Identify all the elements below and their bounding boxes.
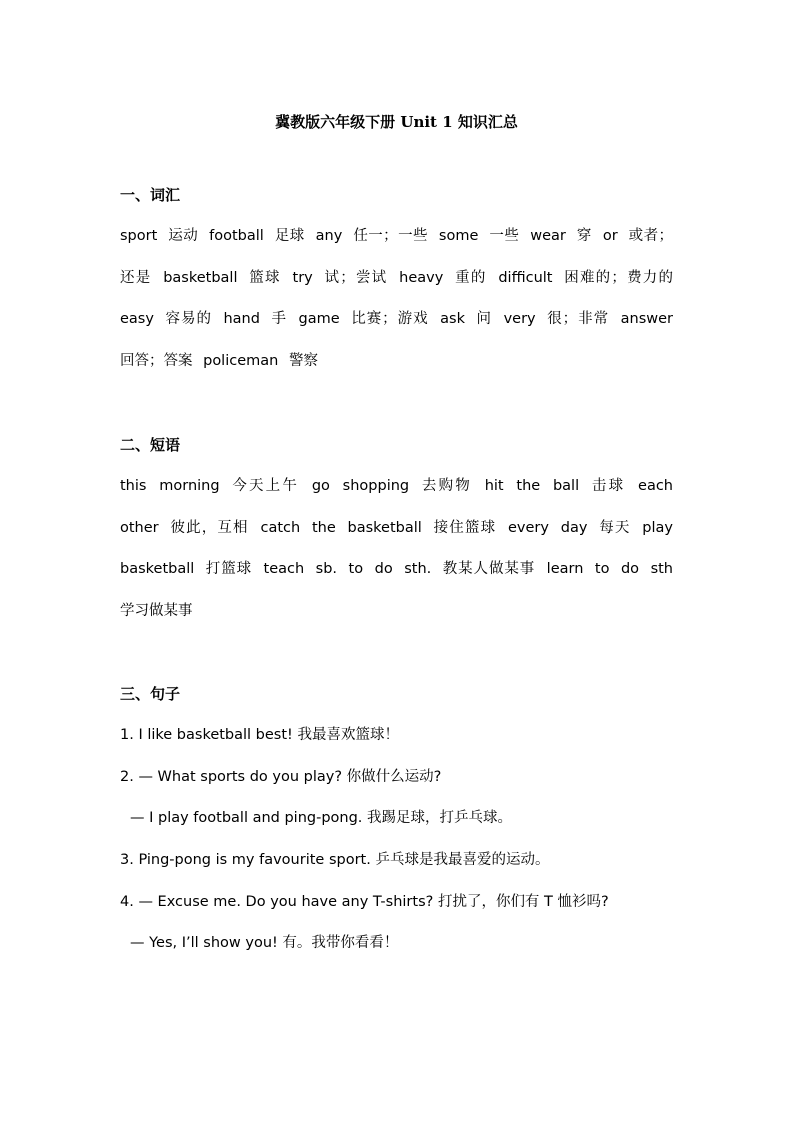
sentence-line: 1. I like basketball best! 我最喜欢篮球！ [120,727,399,743]
sentence-line: 3. Ping-pong is my favourite sport. 乒乓球是我最喜爱的运动。 [120,852,550,868]
sentence-line: — Yes, I’ll show you! 有。我带你看看！ [130,935,399,951]
sentence-line: 4. — Excuse me. Do you have any T-shirts? 打扰了，你们有 T 恤衫吗? [120,894,609,910]
sentence-line: — I play football and ping-pong. 我踢足球，打乒乓球。 [130,810,513,826]
section-heading-sentences: 三、句子 [120,685,181,703]
section-heading-vocabulary: 一、词汇 [120,186,181,204]
document-title: 冀教版六年级下册 Unit 1 知识汇总 [275,113,518,131]
sentence-line: 2. — What sports do you play? 你做什么运动? [120,769,442,785]
vocabulary-paragraph: sport 运动 football 足球 any 任一；一些 some 一些 wear 穿 or 或者；还是 basketball 篮球 try 试；尝试 heavy 重的 difficult 困难的；费力的 easy 容易的 hand 手 game 比赛；游戏 ask 问 very 很；非常 answer 回答；答案 policeman 警察 [120,228,673,369]
phrases-paragraph: this morning 今天上午 go shopping 去购物 hit the ball 击球 each other 彼此，互相 catch the basketball 接住篮球 every day 每天 play basketball 打篮球 teach sb. to do sth. 教某人做某事 learn to do sth 学习做某事 [120,478,673,619]
section-heading-phrases: 二、短语 [120,436,181,454]
